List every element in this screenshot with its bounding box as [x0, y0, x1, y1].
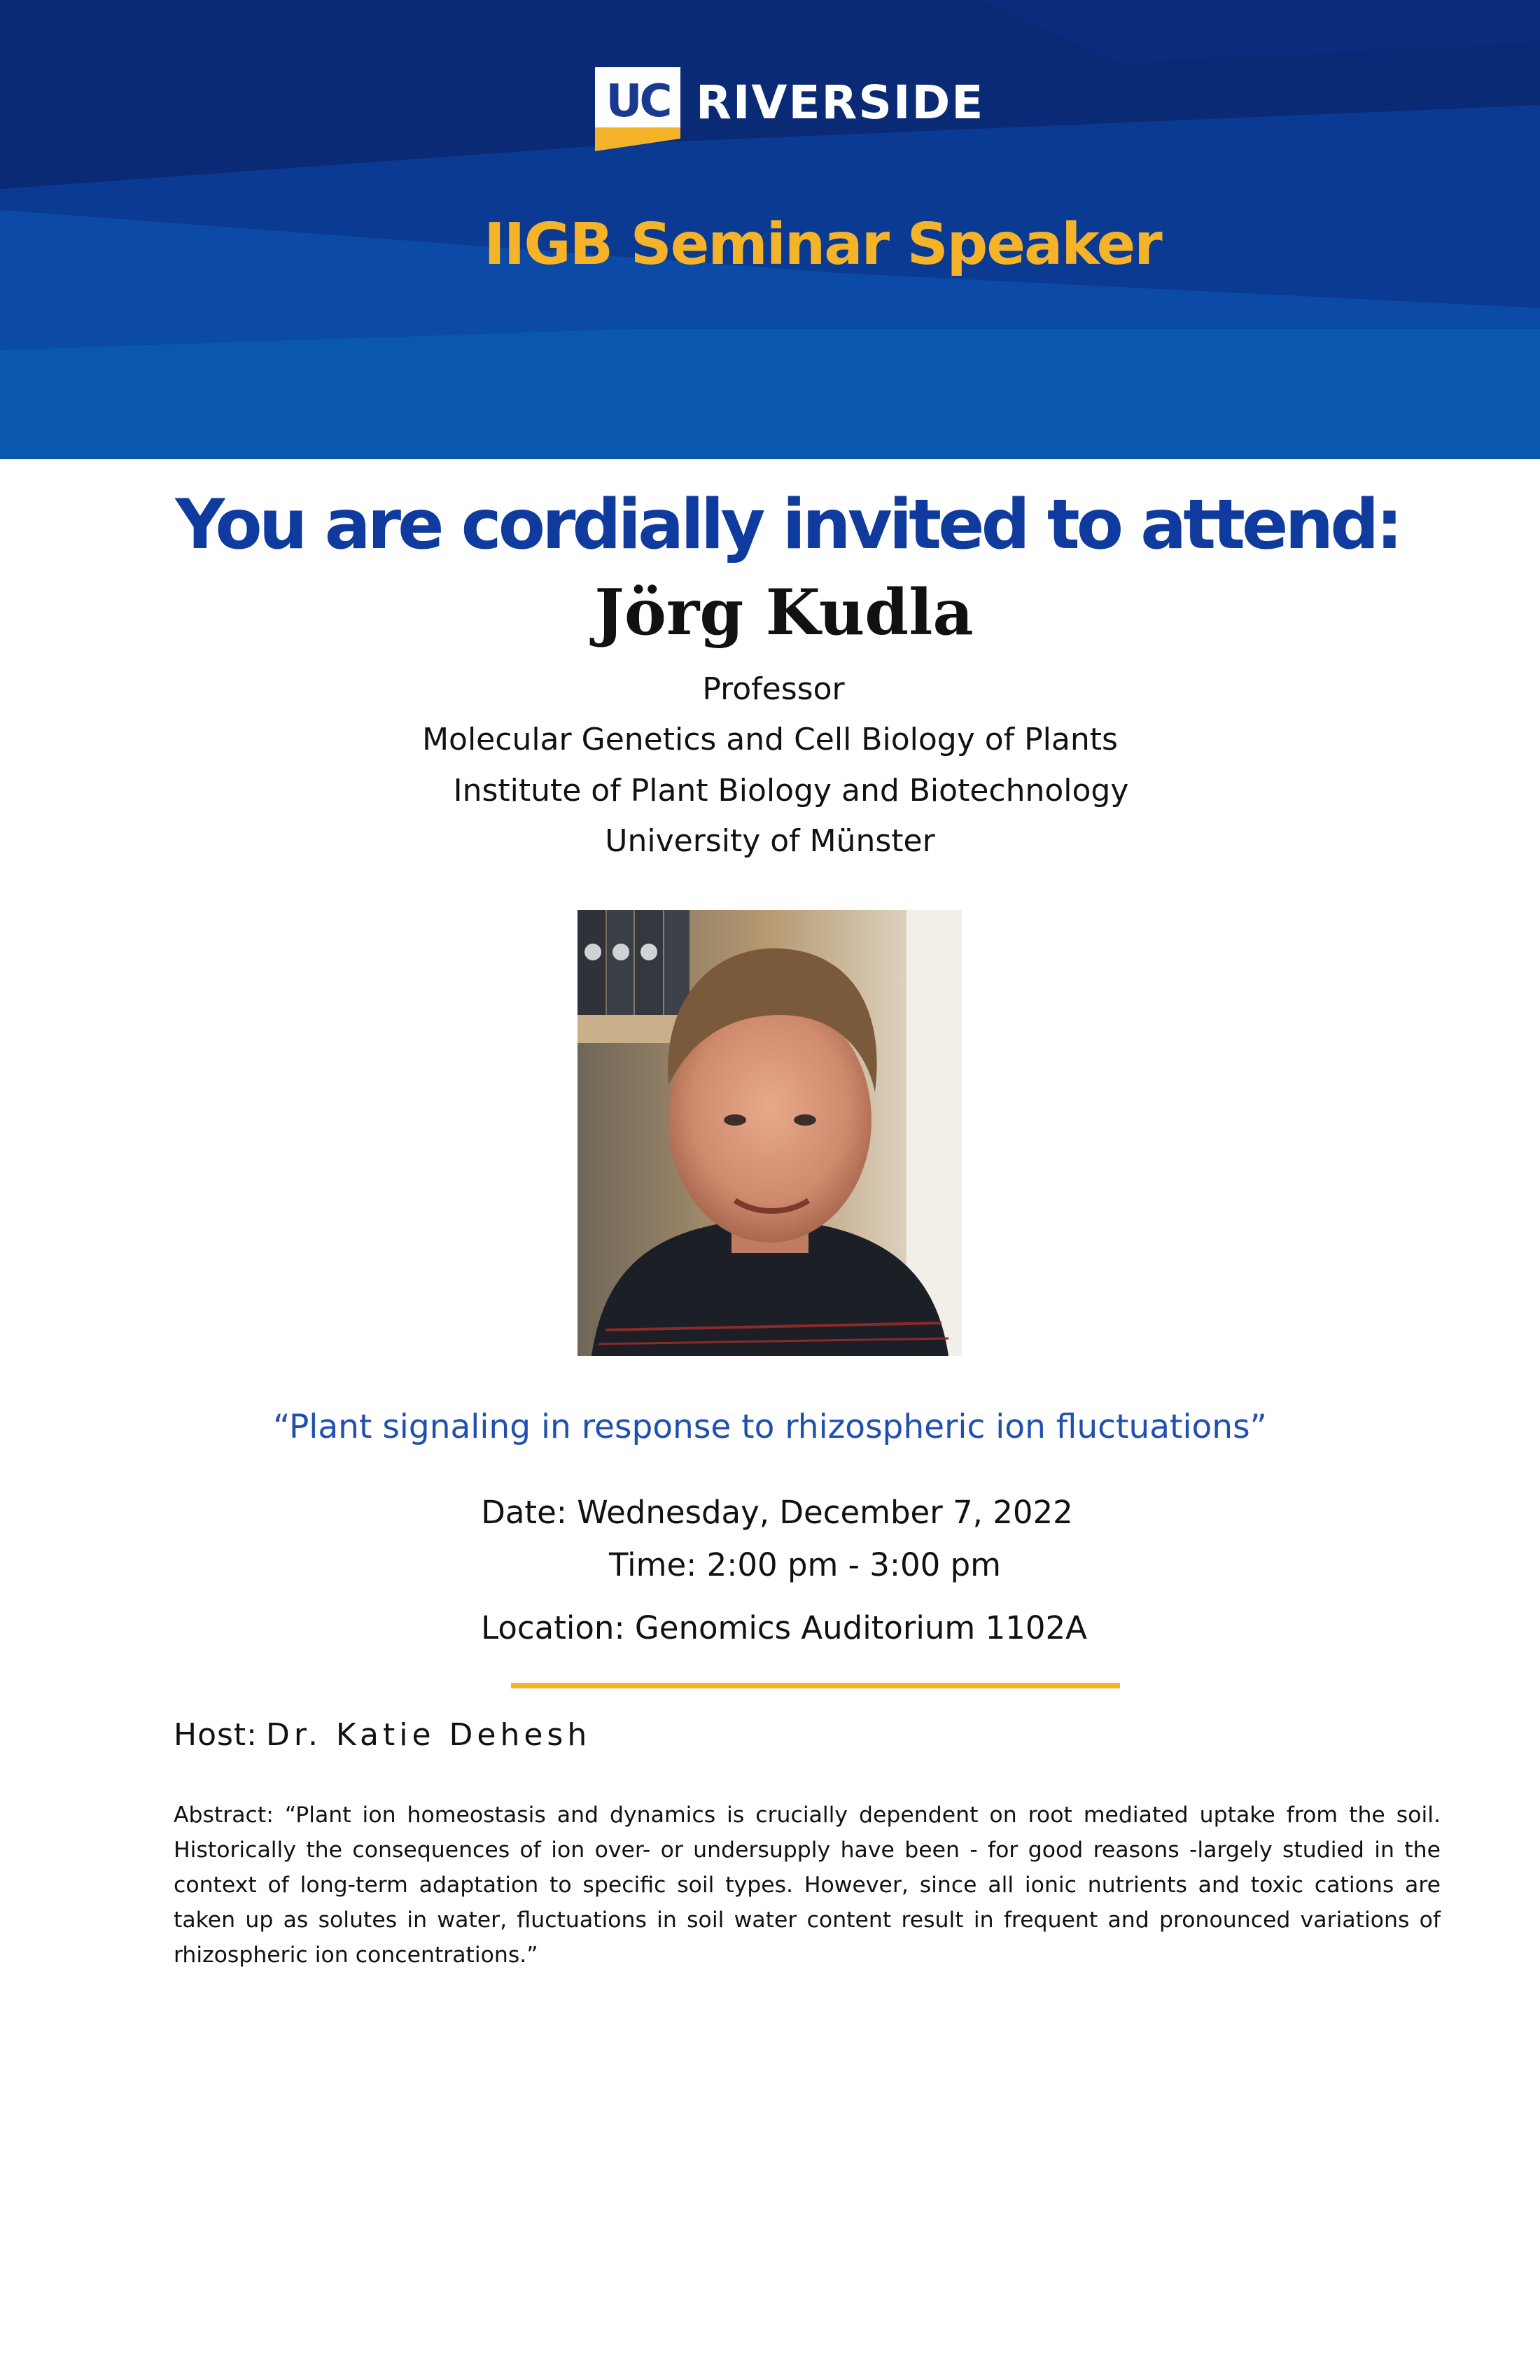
speaker-name: Jörg Kudla [594, 575, 974, 650]
speaker-portrait [578, 910, 962, 1356]
gold-divider [511, 1683, 1120, 1688]
speaker-department: Molecular Genetics and Cell Biology of Plants [422, 722, 1118, 757]
event-location: Location: Genomics Auditorium 1102A [481, 1609, 1087, 1646]
abstract-text: Abstract: “Plant ion homeostasis and dynamics is crucially dependent on root mediated uptake from the soil. Historically the consequences of ion over- or undersupply have been - for good reasons -largely studied in the context of long-term adaptation to specific soil types. However, since all ionic nutrients and toxic cations are taken up as solutes in water, fluctuations in soil water content result in frequent and pronounced variations of rhizospheric ion concentrations.” [174, 1802, 1441, 1968]
speaker-title: Professor [702, 671, 845, 707]
host-label: Host: [174, 1717, 258, 1753]
seminar-title: IIGB Seminar Speaker [484, 211, 1161, 278]
uc-badge-text: UC [606, 76, 670, 127]
logo-wordmark: RIVERSIDE [696, 76, 985, 130]
speaker-university: University of Münster [605, 823, 935, 859]
host-name: Dr. Katie Dehesh [266, 1717, 592, 1753]
uc-riverside-logo [595, 67, 984, 151]
invitation-heading: You are cordially invited to attend: [175, 485, 1400, 565]
header-banner [0, 0, 1540, 459]
event-date: Date: Wednesday, December 7, 2022 [481, 1494, 1073, 1531]
event-time: Time: 2:00 pm - 3:00 pm [609, 1546, 1001, 1583]
uc-badge [595, 67, 680, 151]
host-line [174, 1714, 591, 1757]
speaker-institute: Institute of Plant Biology and Biotechnology [453, 773, 1129, 808]
talk-title: “Plant signaling in response to rhizospheric ion fluctuations” [273, 1408, 1267, 1446]
